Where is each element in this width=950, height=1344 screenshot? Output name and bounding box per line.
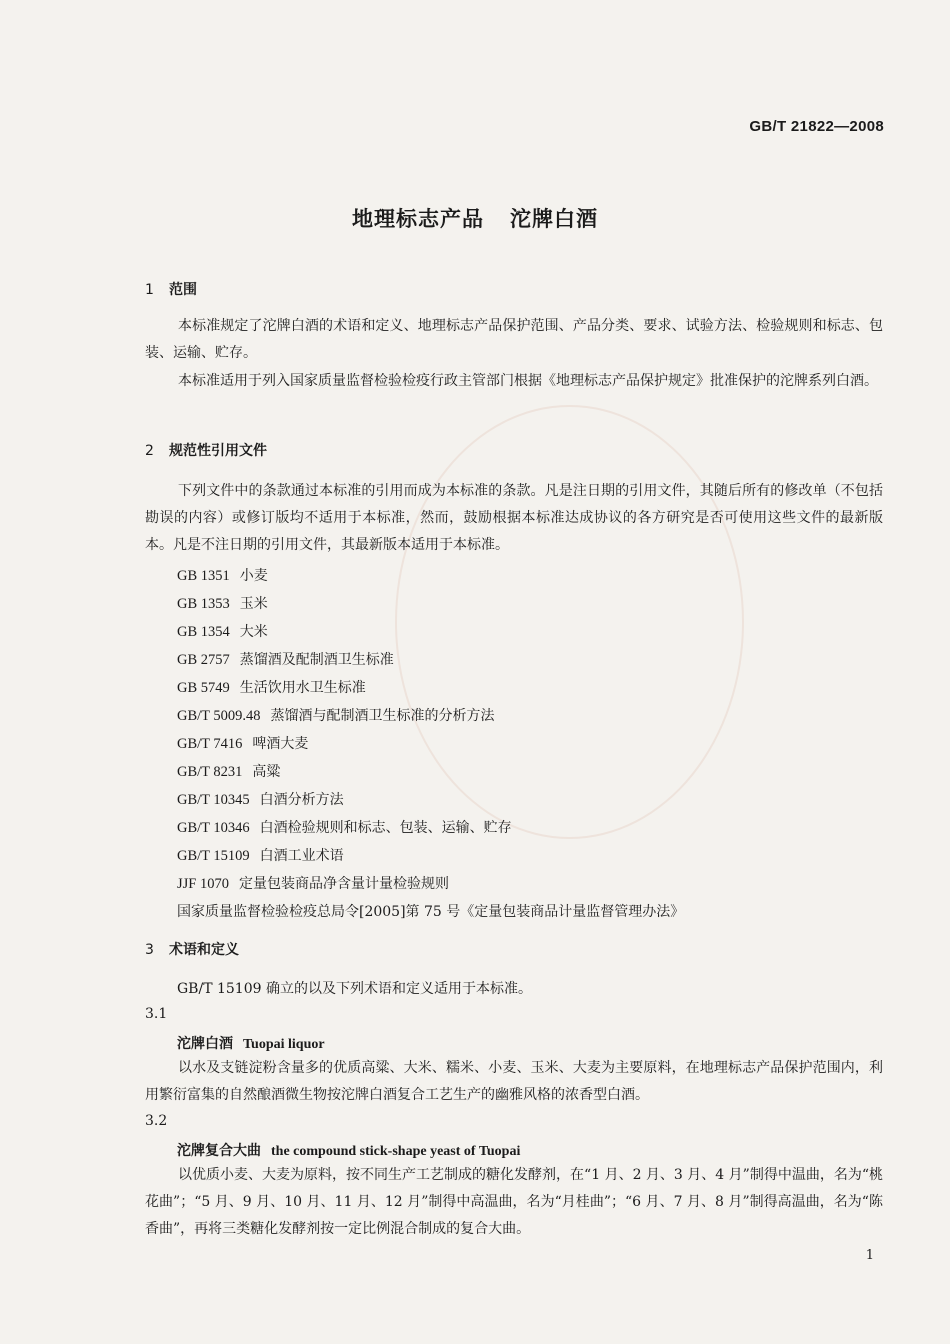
term-heading [177, 1033, 325, 1053]
section-title: 规范性引用文件 [169, 443, 267, 459]
reference-item [177, 845, 344, 865]
standard-code: GB/T 21822—2008 [749, 118, 884, 135]
reference-title: 小麦 [239, 568, 268, 584]
section-1-paragraph-2: 本标准适用于列入国家质量监督检验检疫行政主管部门根据《地理标志产品保护规定》批准保护的沱牌系列白酒。 [178, 373, 878, 389]
reference-item [177, 565, 268, 585]
reference-title: 啤酒大麦 [252, 736, 309, 752]
reference-code: GB 1351 [177, 568, 230, 584]
term-name-zh: 沱牌复合大曲 [177, 1143, 261, 1159]
term-definition: 以优质小麦、大麦为原料，按不同生产工艺制成的糖化发酵剂，在“1 月、2 月、3 月、4 月”制得中温曲，名为“桃花曲”；“5 月、9 月、10 月、11 月、12 月”制得中高温曲，名为“月桂曲”；“6 月、7 月、8 月”制得高温曲，名为“陈香曲”，再将三类糖化发酵剂按一定比例混合制成的复合大曲。 [145, 1167, 883, 1237]
reference-title: 大米 [239, 624, 268, 640]
section-3-heading [145, 939, 239, 959]
section-title: 术语和定义 [169, 942, 239, 958]
section-title: 范围 [169, 282, 197, 298]
reference-title: 定量包装商品净含量计量检验规则 [238, 876, 449, 892]
reference-code: GB/T 7416 [177, 736, 243, 752]
reference-title: 蒸馏酒与配制酒卫生标准的分析方法 [270, 708, 495, 724]
reference-item [177, 817, 512, 837]
reference-item [177, 733, 308, 753]
term-heading [177, 1140, 520, 1160]
reference-code: GB/T 10345 [177, 792, 250, 808]
reference-item [177, 677, 366, 697]
title-part-1: 地理标志产品 [352, 207, 484, 231]
reference-item [177, 621, 268, 641]
reference-title: 生活饮用水卫生标准 [239, 680, 366, 696]
section-number: 1 [145, 282, 154, 298]
term-name-en: Tuopai liquor [243, 1037, 325, 1052]
title-part-2: 沱牌白酒 [510, 207, 598, 231]
faint-background-seal [395, 405, 744, 839]
reference-item [177, 649, 394, 669]
reference-code: GB 2757 [177, 652, 230, 668]
reference-code: JJF 1070 [177, 876, 229, 892]
section-number: 2 [145, 443, 154, 459]
section-1-paragraph-1: 本标准规定了沱牌白酒的术语和定义、地理标志产品保护范围、产品分类、要求、试验方法、检验规则和标志、包装、运输、贮存。 [145, 318, 883, 361]
reference-title: 蒸馏酒及配制酒卫生标准 [239, 652, 394, 668]
reference-item [177, 873, 449, 893]
section-number: 3 [145, 942, 154, 958]
reference-item [177, 593, 268, 613]
reference-item [177, 761, 280, 781]
reference-title: 白酒工业术语 [259, 848, 344, 864]
reference-title: 玉米 [239, 596, 268, 612]
reference-code: GB 5749 [177, 680, 230, 696]
section-3-intro: GB/T 15109 确立的以及下列术语和定义适用于本标准。 [177, 981, 532, 997]
reference-title: 白酒分析方法 [259, 792, 344, 808]
reference-code: GB 1353 [177, 596, 230, 612]
clause-number: 3.2 [145, 1113, 168, 1129]
term-definition: 以水及支链淀粉含量多的优质高粱、大米、糯米、小麦、玉米、大麦为主要原料，在地理标志产品保护范围内，利用繁衍富集的自然酿酒微生物按沱牌白酒复合工艺生产的幽雅风格的浓香型白酒。 [145, 1060, 883, 1103]
reference-code: GB/T 10346 [177, 820, 250, 836]
page-number: 1 [865, 1248, 874, 1263]
reference-item [177, 705, 495, 725]
reference-code: GB/T 15109 [177, 848, 250, 864]
section-2-heading [145, 440, 267, 460]
reference-decree: 国家质量监督检验检疫总局令[2005]第 75 号《定量包装商品计量监督管理办法》 [177, 904, 685, 920]
term-name-zh: 沱牌白酒 [177, 1036, 233, 1052]
reference-title: 高粱 [252, 764, 281, 780]
reference-item [177, 789, 344, 809]
reference-code: GB/T 8231 [177, 764, 243, 780]
term-name-en: the compound stick-shape yeast of Tuopai [271, 1144, 521, 1159]
section-1-heading [145, 279, 197, 299]
reference-title: 白酒检验规则和标志、包装、运输、贮存 [259, 820, 512, 836]
reference-code: GB 1354 [177, 624, 230, 640]
document-title [0, 203, 950, 233]
section-2-paragraph-1: 下列文件中的条款通过本标准的引用而成为本标准的条款。凡是注日期的引用文件，其随后所有的修改单（不包括勘误的内容）或修订版均不适用于本标准，然而，鼓励根据本标准达成协议的各方研究是否可使用这些文件的最新版本。凡是不注日期的引用文件，其最新版本适用于本标准。 [145, 483, 883, 553]
reference-code: GB/T 5009.48 [177, 708, 261, 724]
clause-number: 3.1 [145, 1006, 168, 1022]
